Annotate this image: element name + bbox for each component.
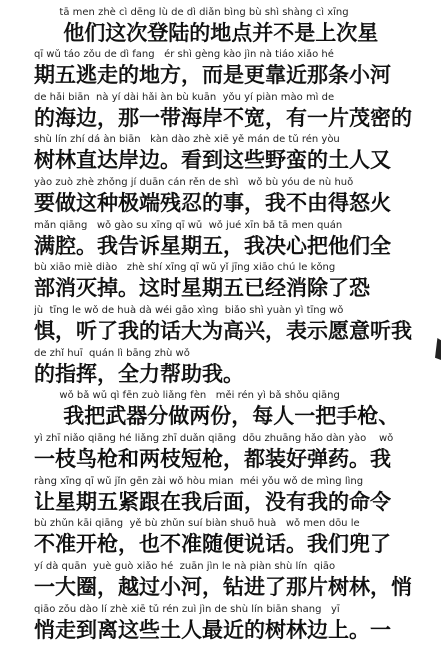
chinese-line: 树林直达岸边。看到这些野蛮的土人又 [34, 147, 391, 172]
chinese-line: 的海边，那一带海岸不宽，有一片茂密的 [34, 105, 412, 130]
chinese-line: 期五逃走的地方，而是更靠近那条小河 [34, 62, 391, 87]
pinyin-line: qī wǔ táo zǒu de dì fang ér shì gèng kào jìn nà tiáo xiǎo hé [34, 49, 334, 60]
page-edge-mark [435, 338, 441, 360]
pinyin-line: shù lín zhí dá àn biān kàn dào zhè xiē yě mán de tǔ rén yòu [34, 134, 340, 145]
chinese-line: 要做这种极端残忍的事，我不由得怒火 [34, 190, 391, 215]
pinyin-line: de hǎi biān nà yí dài hǎi àn bù kuān yǒu yí piàn mào mì de [34, 92, 335, 103]
pinyin-line: de zhǐ huī quán lì bāng zhù wǒ [34, 348, 190, 359]
pinyin-line: qiāo zǒu dào lí zhè xiē tǔ rén zuì jìn de shù lín biān shang yī [34, 604, 340, 615]
chinese-line: 满腔。我告诉星期五，我决心把他们全 [34, 233, 391, 258]
pinyin-line: wǒ bǎ wǔ qì fēn zuò liǎng fèn měi rén yì bǎ shǒu qiāng [34, 390, 340, 401]
chinese-line: 不准开枪，也不准随便说话。我们兜了 [34, 531, 391, 556]
chinese-line: 我把武器分做两份，每人一把手枪、 [34, 403, 400, 428]
chinese-line: 部消灭掉。这时星期五已经消除了恐 [34, 275, 370, 300]
chinese-line: 惧，听了我的话大为高兴，表示愿意听我 [34, 318, 412, 343]
chinese-line: 一大圈，越过小河，钻进了那片树林，悄 [34, 574, 412, 599]
pinyin-line: yí dà quān yuè guò xiǎo hé zuān jìn le nà piàn shù lín qiāo [34, 561, 336, 572]
pinyin-line: bù zhǔn kāi qiāng yě bù zhǔn suí biàn shuō huà wǒ men dōu le [34, 518, 360, 529]
chinese-line: 的指挥，全力帮助我。 [34, 361, 244, 386]
pinyin-line: yì zhī niǎo qiāng hé liǎng zhī duǎn qiāng dōu zhuāng hǎo dàn yào wǒ [34, 433, 394, 444]
pinyin-line: tā men zhè cì dēng lù de dì diǎn bìng bù shì shàng cì xīng [34, 7, 349, 18]
chinese-line: 他们这次登陆的地点并不是上次星 [34, 20, 379, 45]
pinyin-line: mǎn qiāng wǒ gào su xīng qī wǔ wǒ jué xīn bǎ tā men quán [34, 220, 343, 231]
chinese-line: 悄走到离这些土人最近的树林边上。一 [34, 617, 391, 642]
chinese-line: 让星期五紧跟在我后面，没有我的命令 [34, 489, 391, 514]
pinyin-line: ràng xīng qī wǔ jǐn gēn zài wǒ hòu mian méi yǒu wǒ de mìng lìng [34, 476, 364, 487]
pinyin-line: bù xiāo miè diào zhè shí xīng qī wǔ yǐ jīng xiāo chú le kǒng [34, 262, 336, 273]
pinyin-line: yào zuò zhè zhǒng jí duān cán rěn de shì wǒ bù yóu de nù huǒ [34, 177, 354, 188]
chinese-line: 一枝鸟枪和两枝短枪，都装好弹药。我 [34, 446, 391, 471]
pinyin-line: jù tīng le wǒ de huà dà wéi gāo xìng biǎo shì yuàn yì tīng wǒ [34, 305, 344, 316]
